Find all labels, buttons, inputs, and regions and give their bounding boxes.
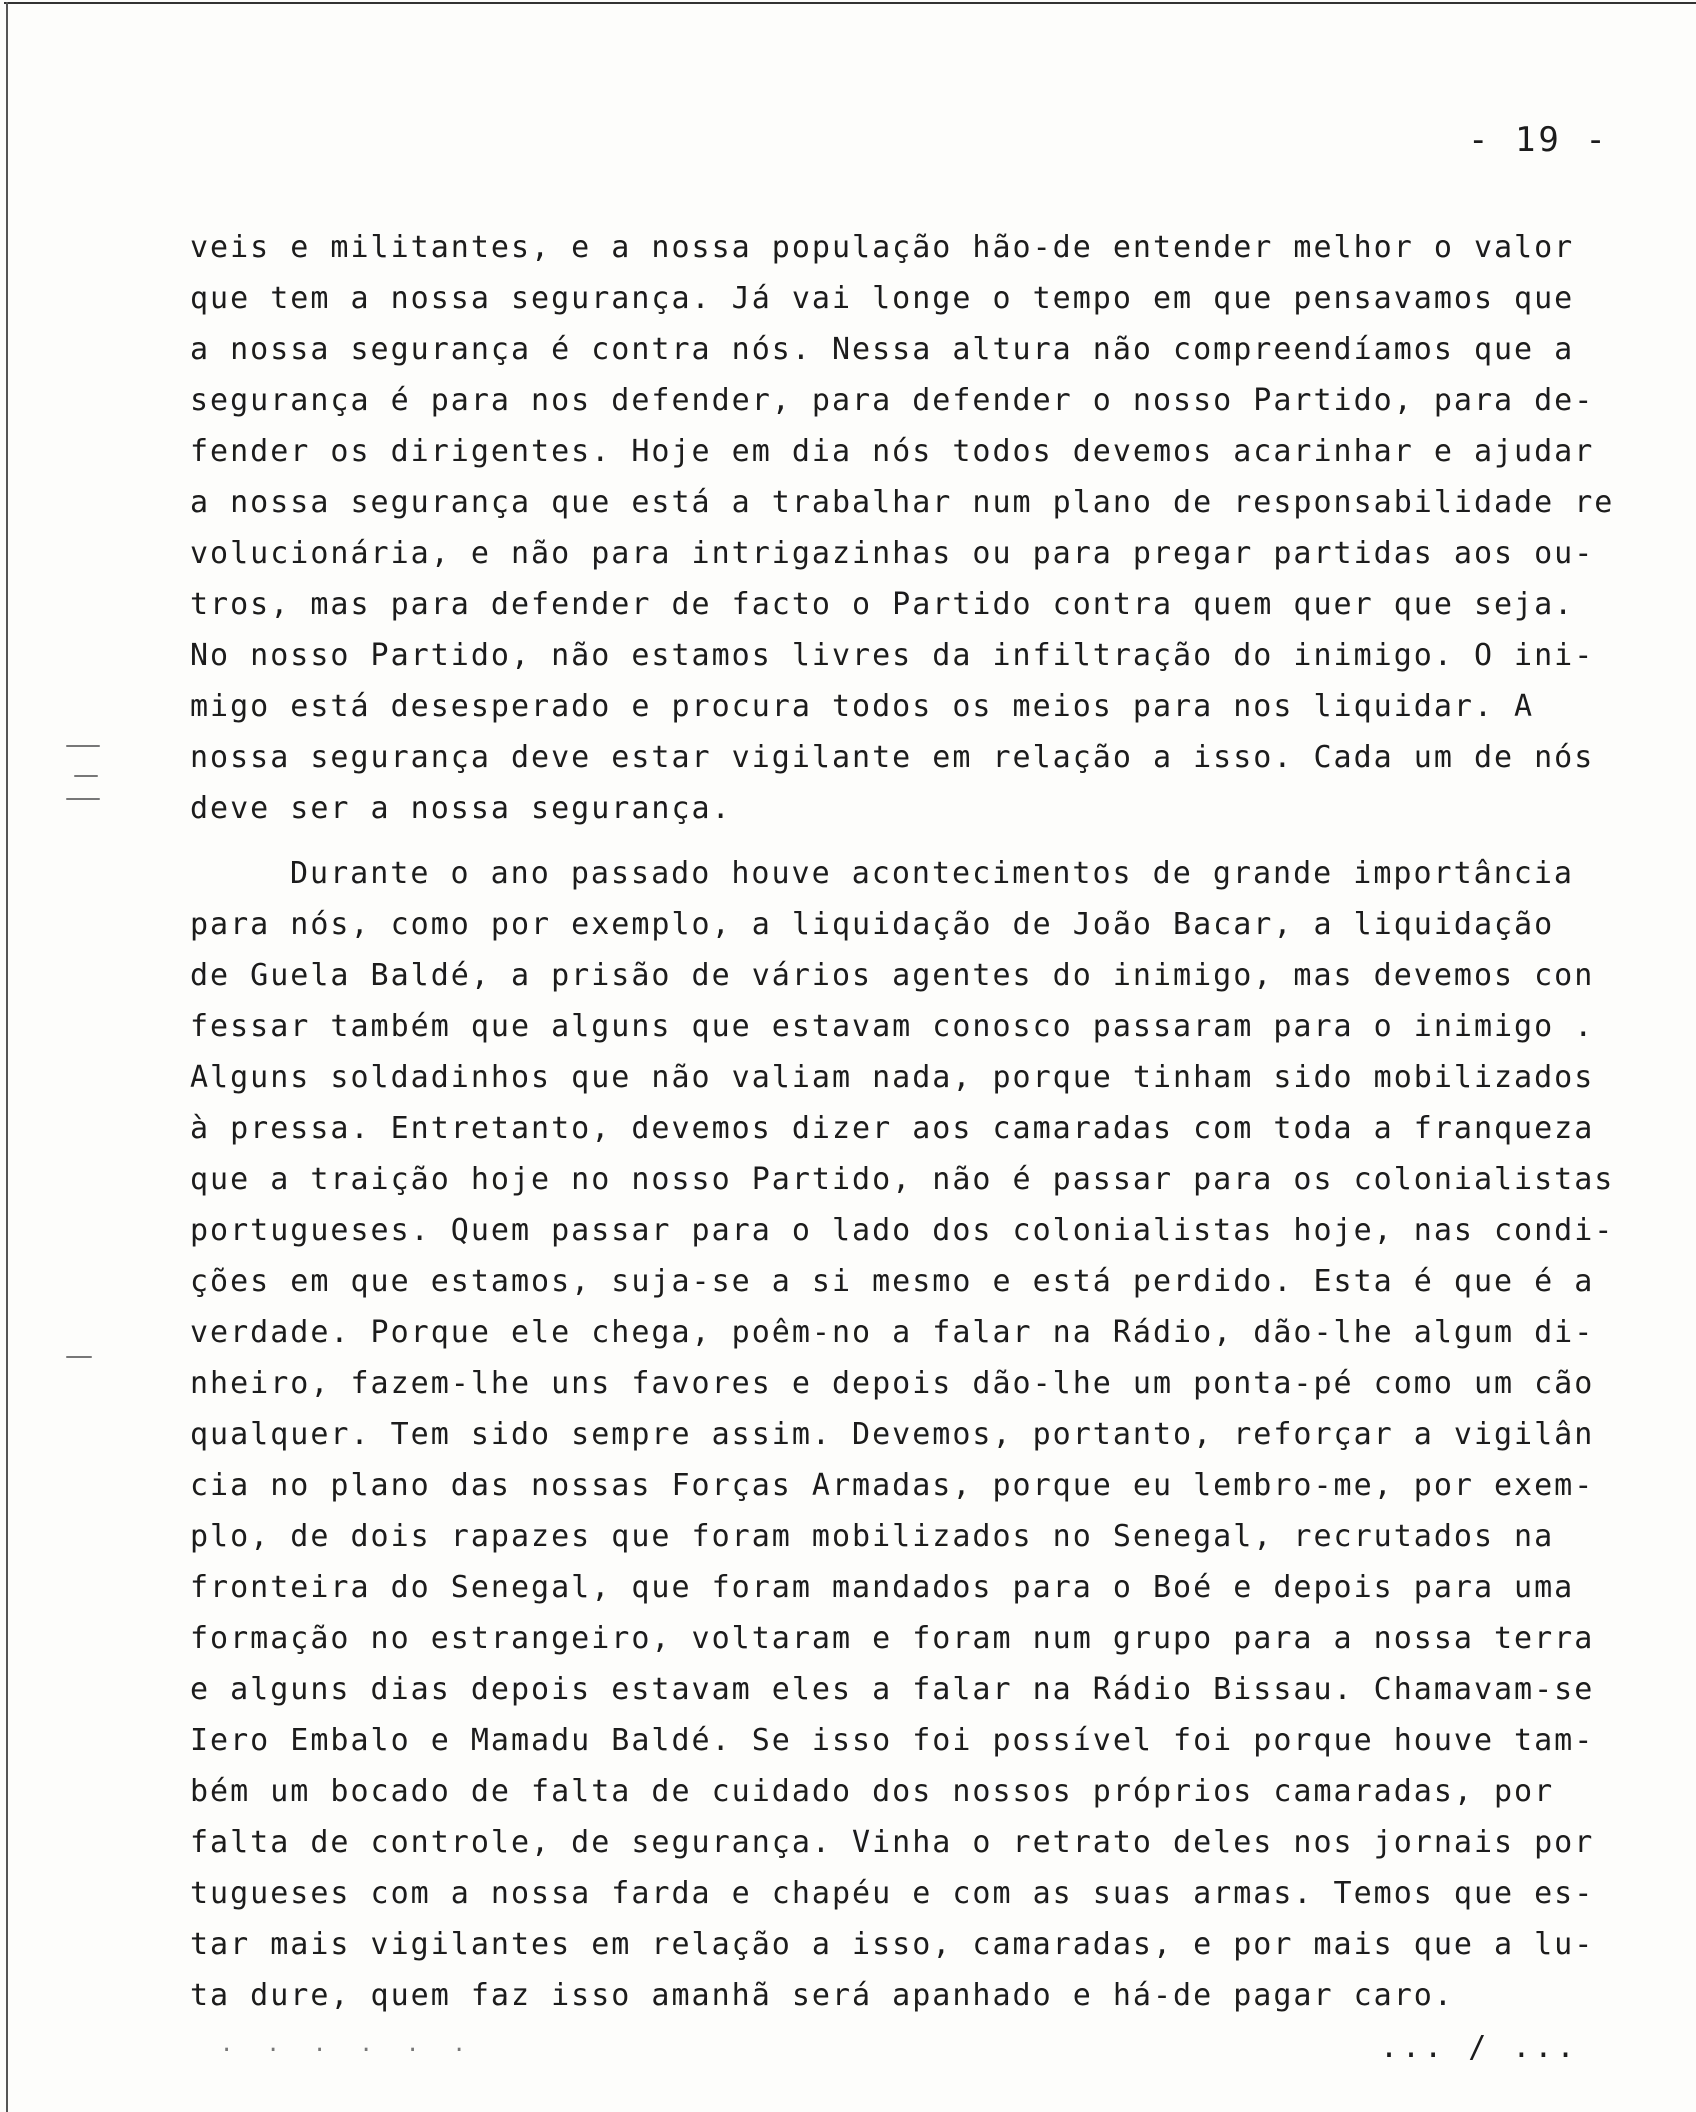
- text-line: verdade. Porque ele chega, poêm-no a falar na Rádio, dão-lhe algum di-: [190, 1315, 1595, 1350]
- text-line: bém um bocado de falta de cuidado dos nossos próprios camaradas, por: [190, 1774, 1555, 1809]
- text-line: fronteira do Senegal, que foram mandados para o Boé e depois para uma: [190, 1570, 1575, 1605]
- text-line: cia no plano das nossas Forças Armadas, porque eu lembro-me, por exem-: [190, 1468, 1595, 1503]
- text-line: segurança é para nos defender, para defender o nosso Partido, para de-: [190, 383, 1595, 418]
- text-line: volucionária, e não para intrigazinhas ou para pregar partidas aos ou-: [190, 536, 1595, 571]
- margin-mark: [74, 775, 98, 777]
- text-line: à pressa. Entretanto, devemos dizer aos camaradas com toda a franqueza: [190, 1111, 1595, 1146]
- text-line: deve ser a nossa segurança.: [190, 791, 732, 826]
- text-line: Durante o ano passado houve acontecimentos de grande importância: [290, 856, 1574, 891]
- text-line: ções em que estamos, suja-se a si mesmo e está perdido. Esta é que é a: [190, 1264, 1595, 1299]
- text-line: Alguns soldadinhos que não valiam nada, porque tinham sido mobilizados: [190, 1060, 1595, 1095]
- left-border-line: [6, 2, 8, 2112]
- faint-dots: . . . . . .: [220, 2032, 476, 2057]
- text-line: qualquer. Tem sido sempre assim. Devemos, portanto, reforçar a vigilân: [190, 1417, 1595, 1452]
- text-line: tar mais vigilantes em relação a isso, camaradas, e por mais que a lu-: [190, 1927, 1595, 1962]
- margin-mark: [66, 1356, 92, 1358]
- text-line: ta dure, quem faz isso amanhã será apanhado e há-de pagar caro.: [190, 1978, 1454, 2013]
- text-line: fender os dirigentes. Hoje em dia nós todos devemos acarinhar e ajudar: [190, 434, 1595, 469]
- text-line: nossa segurança deve estar vigilante em relação a isso. Cada um de nós: [190, 740, 1595, 775]
- text-line: a nossa segurança é contra nós. Nessa altura não compreendíamos que a: [190, 332, 1575, 367]
- top-border-line: [4, 2, 1696, 4]
- text-line: tugueses com a nossa farda e chapéu e com as suas armas. Temos que es-: [190, 1876, 1595, 1911]
- continuation-marker: ... / ...: [1380, 2030, 1579, 2065]
- text-line: que a traição hoje no nosso Partido, não é passar para os colonialistas: [190, 1162, 1615, 1197]
- body-text: [190, 222, 1650, 2021]
- paragraph-1: [190, 222, 1650, 834]
- text-line: que tem a nossa segurança. Já vai longe o tempo em que pensavamos que: [190, 281, 1575, 316]
- text-line: migo está desesperado e procura todos os meios para nos liquidar. A: [190, 689, 1535, 724]
- text-line: plo, de dois rapazes que foram mobilizados no Senegal, recrutados na: [190, 1519, 1555, 1554]
- text-line: No nosso Partido, não estamos livres da infiltração do inimigo. O ini-: [190, 638, 1595, 673]
- text-line: de Guela Baldé, a prisão de vários agentes do inimigo, mas devemos con: [190, 958, 1595, 993]
- margin-mark: [66, 745, 100, 747]
- paragraph-gap: [190, 834, 1650, 848]
- text-line: tros, mas para defender de facto o Partido contra quem quer que seja.: [190, 587, 1575, 622]
- text-line: e alguns dias depois estavam eles a falar na Rádio Bissau. Chamavam-se: [190, 1672, 1595, 1707]
- text-line: falta de controle, de segurança. Vinha o retrato deles nos jornais por: [190, 1825, 1595, 1860]
- text-line: para nós, como por exemplo, a liquidação de João Bacar, a liquidação: [190, 907, 1555, 942]
- paragraph-2: [190, 848, 1650, 2021]
- text-line: nheiro, fazem-lhe uns favores e depois dão-lhe um ponta-pé como um cão: [190, 1366, 1595, 1401]
- text-line: portugueses. Quem passar para o lado dos colonialistas hoje, nas condi-: [190, 1213, 1615, 1248]
- page-number: - 19 -: [1468, 120, 1609, 160]
- margin-mark: [66, 798, 100, 800]
- text-line: a nossa segurança que está a trabalhar num plano de responsabilidade re: [190, 485, 1615, 520]
- text-line: fessar também que alguns que estavam conosco passaram para o inimigo .: [190, 1009, 1595, 1044]
- text-line: Iero Embalo e Mamadu Baldé. Se isso foi possível foi porque houve tam-: [190, 1723, 1595, 1758]
- text-line: formação no estrangeiro, voltaram e foram num grupo para a nossa terra: [190, 1621, 1595, 1656]
- text-line: veis e militantes, e a nossa população hão-de entender melhor o valor: [190, 230, 1575, 265]
